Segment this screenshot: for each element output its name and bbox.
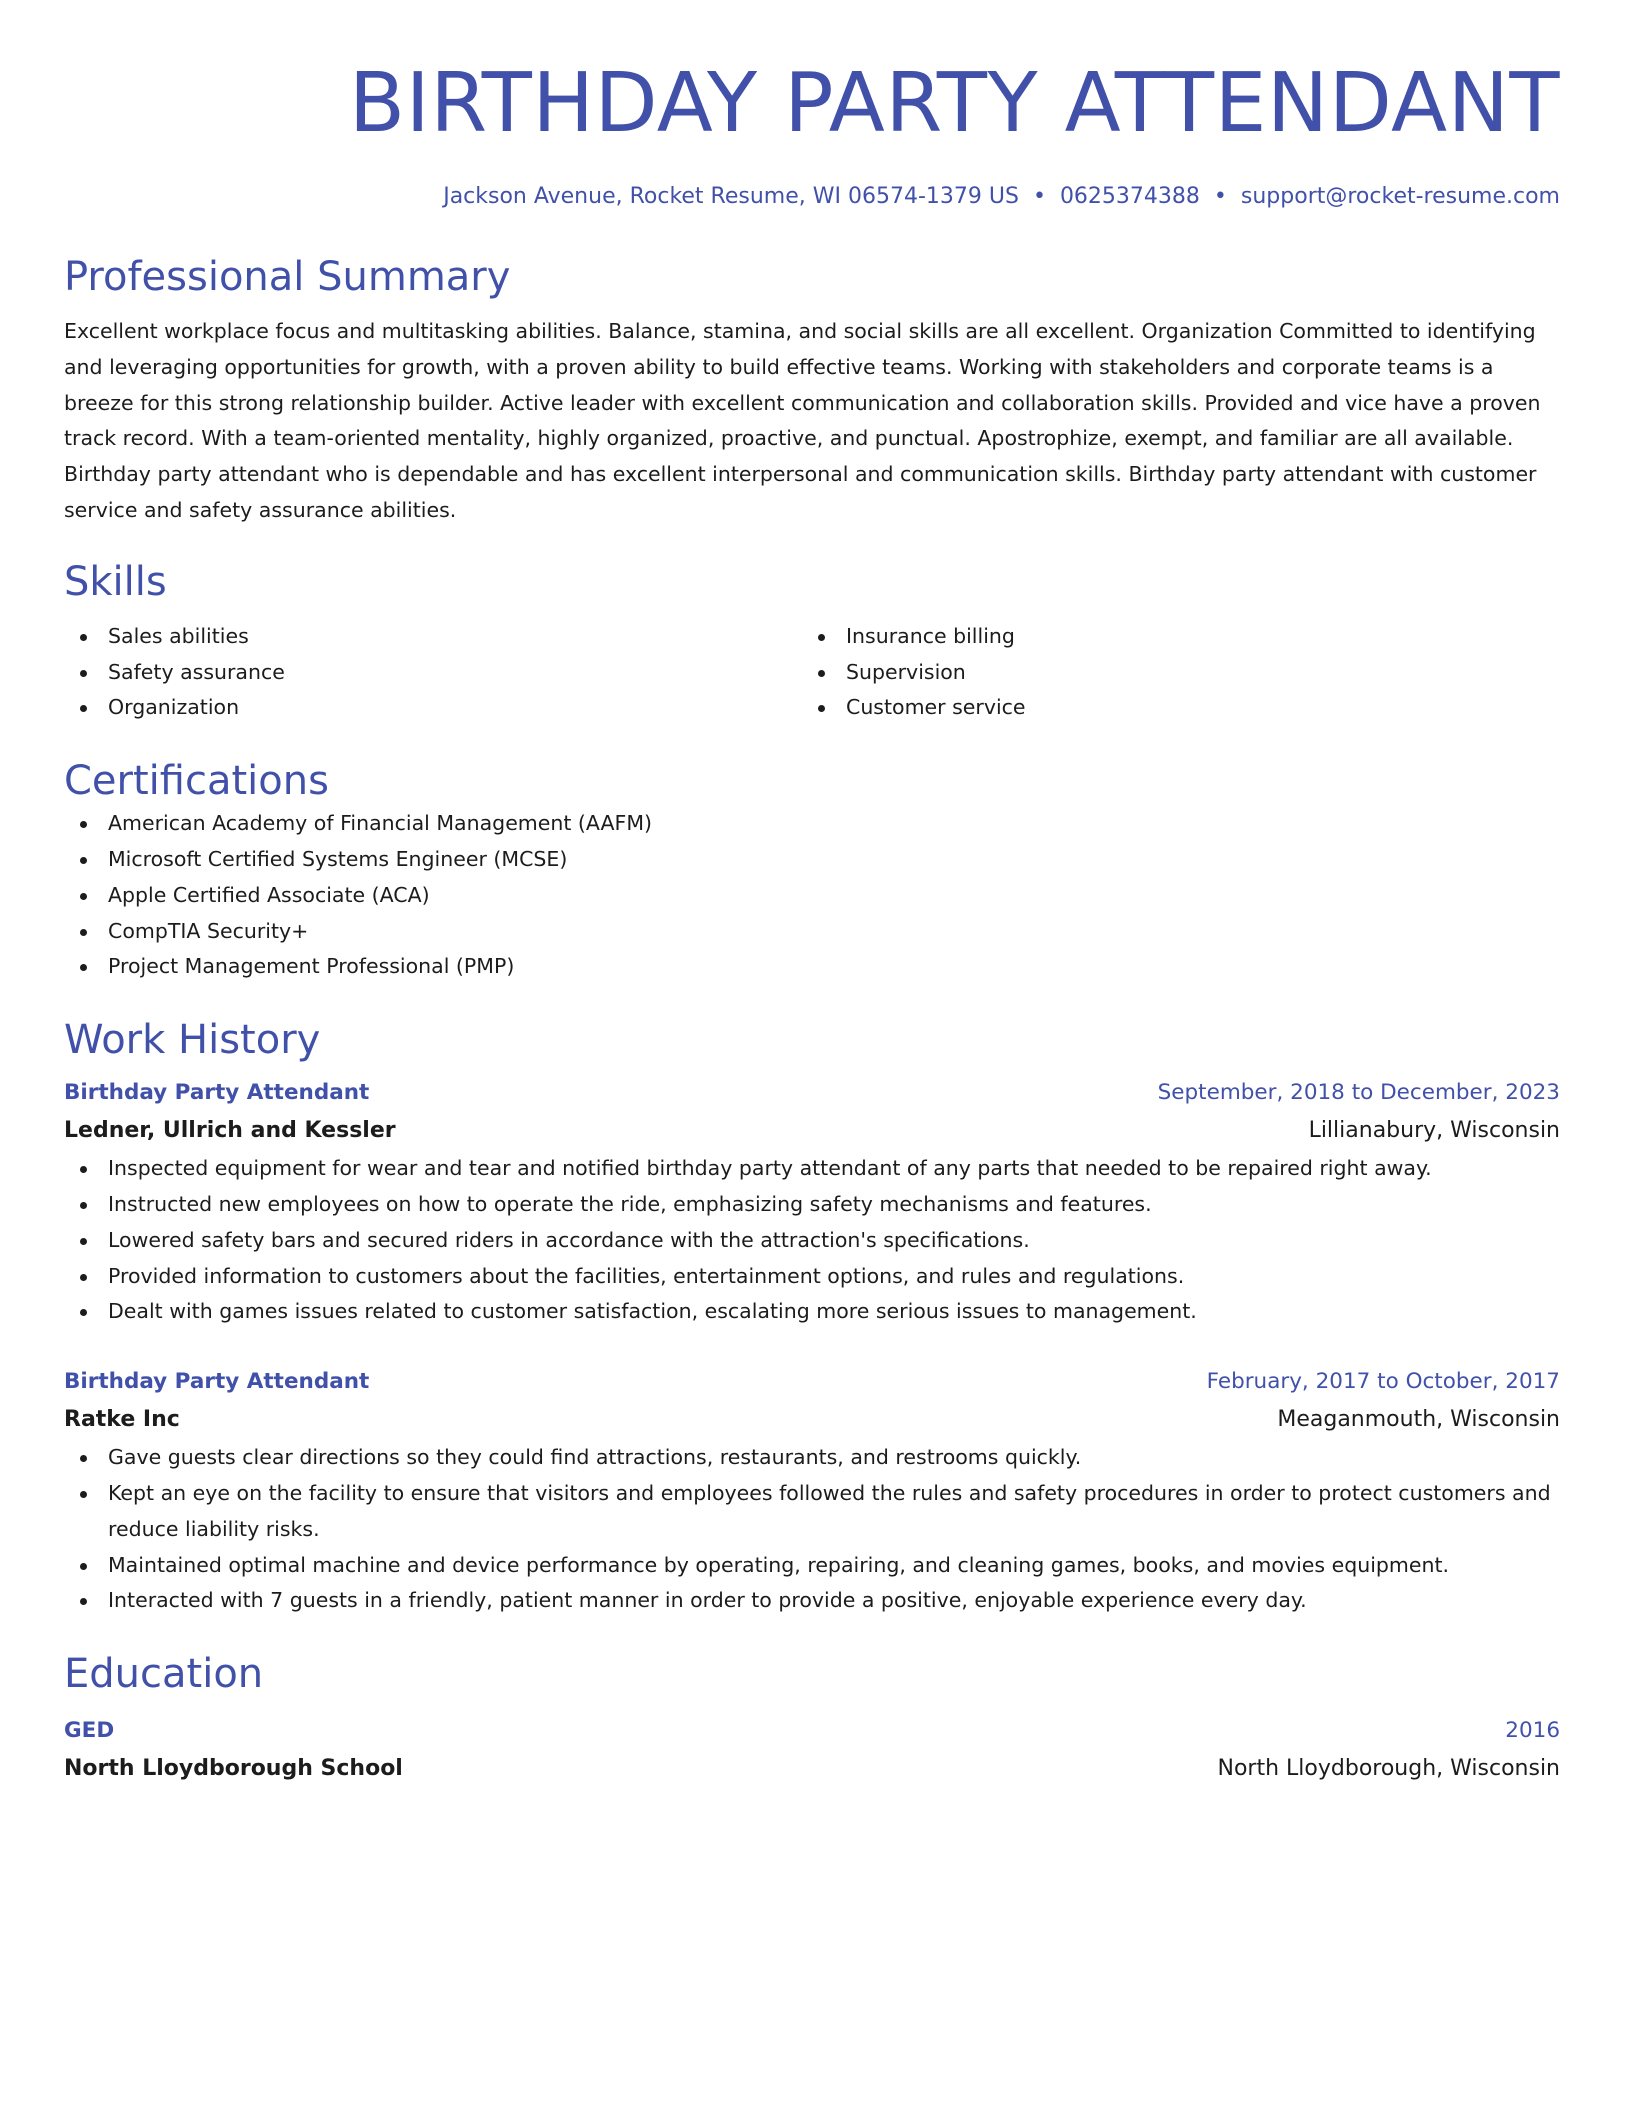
contact-separator: • bbox=[1213, 184, 1227, 209]
job-company: Ledner, Ullrich and Kessler bbox=[64, 1118, 396, 1144]
skills-grid bbox=[64, 619, 1560, 726]
job-title: Birthday Party Attendant bbox=[64, 1369, 370, 1395]
job-entry bbox=[64, 1364, 1560, 1619]
education-degree-row bbox=[64, 1713, 1560, 1749]
job-duty-item: Maintained optimal machine and device performance by operating, repairing, and cleaning games, books, and movies equipment. bbox=[64, 1548, 1560, 1584]
certification-item: Project Management Professional (PMP) bbox=[64, 949, 1560, 985]
education-heading: Education bbox=[64, 1651, 264, 1698]
certifications-list bbox=[64, 806, 1560, 985]
job-duty-item: Interacted with 7 guests in a friendly, patient manner in order to provide a positive, enjoyable experience every day. bbox=[64, 1583, 1560, 1619]
job-location: Meaganmouth, Wisconsin bbox=[1277, 1407, 1560, 1433]
job-company-row bbox=[64, 1111, 1560, 1151]
skill-item: Customer service bbox=[802, 690, 1540, 726]
education-section bbox=[64, 1649, 1560, 1789]
summary-text: Excellent workplace focus and multitasking abilities. Balance, stamina, and social skills are all excellent. Organization Committed to identifying and leveraging opportunities for growth, with a proven ability to build effective teams. Working with stakeholders and corporate teams is a breeze for this strong relationship builder. Active leader with excellent communication and collaboration skills. Provided and vice have a proven track record. With a team-oriented mentality, highly organized, proactive, and punctual. Apostrophize, exempt, and familiar are all available. Birthday party attendant who is dependable and has excellent interpersonal and communication skills. Birthday party attendant with customer service and safety assurance abilities. bbox=[64, 319, 1541, 522]
job-entry bbox=[64, 1075, 1560, 1330]
certification-item: Microsoft Certified Systems Engineer (MCSE) bbox=[64, 842, 1560, 878]
job-duty-item: Kept an eye on the facility to ensure that visitors and employees followed the rules and safety procedures in order to protect customers and reduce liability risks. bbox=[64, 1476, 1560, 1548]
contact-line bbox=[64, 182, 1560, 212]
skills-list-left bbox=[64, 619, 802, 726]
skill-item: Sales abilities bbox=[64, 619, 802, 655]
job-duty-item: Inspected equipment for wear and tear and notified birthday party attendant of any parts that needed to be repaired right away. bbox=[64, 1151, 1560, 1187]
skills-list-right bbox=[802, 619, 1540, 726]
applicant-name: BIRTHDAY PARTY ATTENDANT bbox=[348, 56, 1560, 151]
job-duty-item: Instructed new employees on how to operate the ride, emphasizing safety mechanisms and features. bbox=[64, 1187, 1560, 1223]
contact-email: support@rocket-resume.com bbox=[1240, 184, 1560, 209]
job-dates: September, 2018 to December, 2023 bbox=[1157, 1080, 1560, 1106]
education-location: North Lloydborough, Wisconsin bbox=[1217, 1756, 1560, 1782]
education-entry bbox=[64, 1713, 1560, 1789]
skills-section bbox=[64, 557, 1560, 726]
job-duty-item: Lowered safety bars and secured riders in accordance with the attraction's specifications. bbox=[64, 1223, 1560, 1259]
job-title-row bbox=[64, 1364, 1560, 1400]
skill-item: Insurance billing bbox=[802, 619, 1540, 655]
contact-address: Jackson Avenue, Rocket Resume, WI 06574-1379 US bbox=[443, 184, 1019, 209]
work-history-heading: Work History bbox=[64, 1017, 321, 1064]
certification-item: Apple Certified Associate (ACA) bbox=[64, 878, 1560, 914]
job-duty-item: Gave guests clear directions so they could find attractions, restaurants, and restrooms quickly. bbox=[64, 1440, 1560, 1476]
skills-heading: Skills bbox=[64, 558, 167, 605]
certification-item: American Academy of Financial Management (AAFM) bbox=[64, 806, 1560, 842]
skills-column-right bbox=[802, 619, 1540, 726]
education-school: North Lloydborough School bbox=[64, 1756, 403, 1782]
contact-separator: • bbox=[1032, 184, 1046, 209]
contact-phone: 0625374388 bbox=[1059, 184, 1200, 209]
education-degree: GED bbox=[64, 1718, 115, 1744]
summary-heading: Professional Summary bbox=[64, 254, 511, 300]
skill-item: Safety assurance bbox=[64, 655, 802, 691]
job-company-row bbox=[64, 1400, 1560, 1440]
job-duty-item: Dealt with games issues related to customer satisfaction, escalating more serious issues to management. bbox=[64, 1294, 1560, 1330]
job-company: Ratke Inc bbox=[64, 1407, 180, 1433]
skill-item: Supervision bbox=[802, 655, 1540, 691]
job-title-row bbox=[64, 1075, 1560, 1111]
job-location: Lillianabury, Wisconsin bbox=[1308, 1118, 1560, 1144]
summary-section bbox=[64, 252, 1560, 529]
certification-item: CompTIA Security+ bbox=[64, 914, 1560, 950]
job-dates: February, 2017 to October, 2017 bbox=[1206, 1369, 1560, 1395]
certifications-section bbox=[64, 756, 1560, 985]
job-title: Birthday Party Attendant bbox=[64, 1080, 370, 1106]
job-duties-list bbox=[64, 1440, 1560, 1619]
skills-column-left bbox=[64, 619, 802, 726]
resume-page bbox=[64, 0, 1560, 1789]
job-duty-item: Provided information to customers about the facilities, entertainment options, and rules and regulations. bbox=[64, 1259, 1560, 1295]
education-school-row bbox=[64, 1749, 1560, 1789]
skill-item: Organization bbox=[64, 690, 802, 726]
certifications-heading: Certifications bbox=[64, 758, 329, 805]
job-duties-list bbox=[64, 1151, 1560, 1330]
work-history-section bbox=[64, 1015, 1560, 1619]
education-year: 2016 bbox=[1505, 1718, 1560, 1744]
resume-header bbox=[64, 0, 1560, 212]
